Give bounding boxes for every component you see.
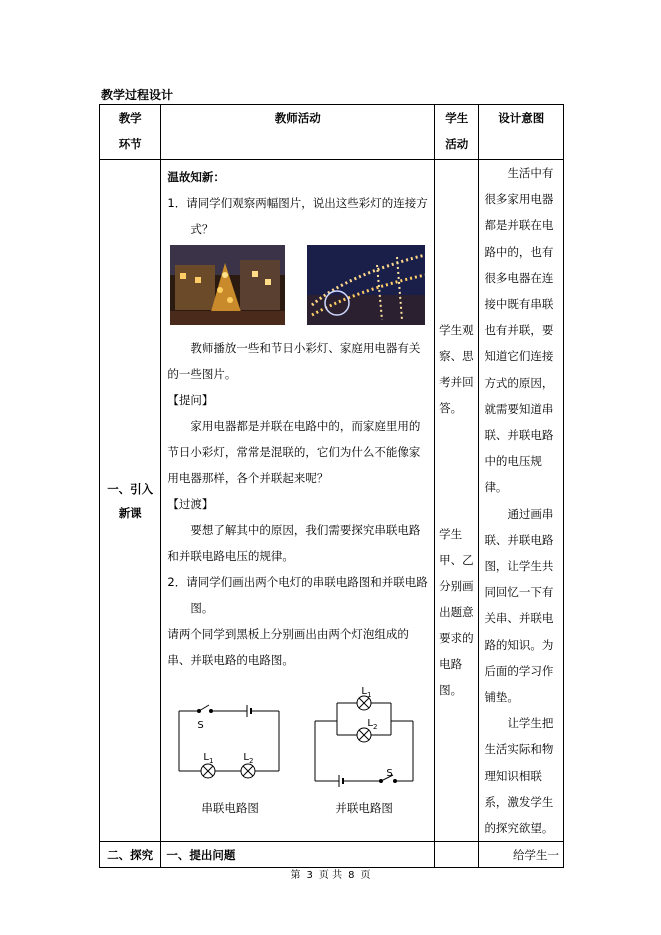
parallel-switch-label: S [386,768,393,779]
parallel-l2-label: $L_2$ [367,718,378,731]
series-switch-label: S [197,720,204,731]
teacher-paragraph-2: 请两个同学到黑板上分别画出由两个灯泡组成的串、并联电路的电路图。 [167,627,409,667]
teacher-paragraph-1: 教师播放一些和节日小彩灯、家庭用电器有关的一些图片。 [167,341,421,381]
table-row [100,842,564,868]
series-l2-label: $L_2$ [243,752,254,765]
intent-explore: 给学生一 [479,842,564,868]
page-number: 3 [306,870,313,881]
section-heading: 教学过程设计 [101,88,174,102]
series-caption: 串联电路图 [201,801,259,815]
student-activity-1: 学生观察、思考并回答。 [439,323,474,415]
header-student: 学生 活动 [435,105,479,160]
festival-lights-photo-right [307,245,425,325]
question-tag: 【提问】 [167,393,214,407]
header-teacher: 教师活动 [161,105,435,160]
parallel-caption: 并联电路图 [335,801,393,815]
header-intent: 设计意图 [479,105,564,160]
photo-strip [167,245,429,329]
series-l1-label: $L_1$ [203,752,214,765]
design-intent-cell [479,160,564,842]
item-2 [167,569,429,621]
circuit-diagrams [167,681,429,815]
teacher-activity-explore: 一、提出问题 [161,842,435,868]
student-activity-2: 学生甲、乙分别画出题意要求的电路图。 [439,527,474,697]
item-1-text: 请同学们观察两幅图片，说出这些彩灯的连接方 [186,196,428,210]
transition-text: 要想了解其中的原因，我们需要探究串联电路和并联电路电压的规律。 [167,523,421,563]
table-header-row [100,105,564,160]
parallel-l1-label: $L_1$ [361,686,372,699]
item-1-continuation: 式？ [190,222,214,236]
question-text: 家用电器都是并联在电路中的，而家庭里用的节日小彩灯，常常是混联的，它们为什么不能像家用电器那样，各个并联起来呢？ [167,419,421,485]
series-circuit-diagram [179,705,279,778]
stage-explore: 二、探究 [100,842,161,868]
page-total: 8 [348,870,355,881]
student-activity-explore [435,842,479,868]
item-1-number: 1． [167,196,187,210]
page-footer [0,866,661,881]
student-activity-cell [435,160,479,842]
item-2-continuation: 图。 [190,601,214,615]
footer-prefix: 第 [290,870,301,881]
header-stage: 教学 环节 [100,105,161,160]
item-2-text: 请同学们画出两个电灯的串联电路图和并联电路 [186,575,428,589]
review-title: 温故知新： [167,170,225,184]
intent-paragraph-1: 生活中有很多家用电器都是并联在电路中的，也有很多电器在连接中既有串联也有并联，要知道它们连接方式的原因，就需要知道串联、并联电路中的电压规律。 [484,166,554,495]
lesson-table [99,104,564,868]
item-2-number: 2． [167,575,187,589]
footer-mid: 页 共 [318,870,343,881]
item-1 [167,190,429,242]
intent-paragraph-2: 通过画串联、并联电路图，让学生共同回忆一下有关串、并联电路的知识。为后面的学习作铺垫。 [484,506,554,705]
festival-lights-photo-left [170,245,285,325]
parallel-circuit-diagram [315,696,413,787]
footer-suffix: 页 [360,870,371,881]
teacher-activity-cell [161,160,435,842]
intent-paragraph-3: 让学生把生活实际和物理知识相联系，激发学生的探究欲望。 [484,716,554,836]
transition-tag: 【过渡】 [167,497,214,511]
stage-intro: 一、引入 新课 [100,160,161,842]
table-row [100,160,564,842]
